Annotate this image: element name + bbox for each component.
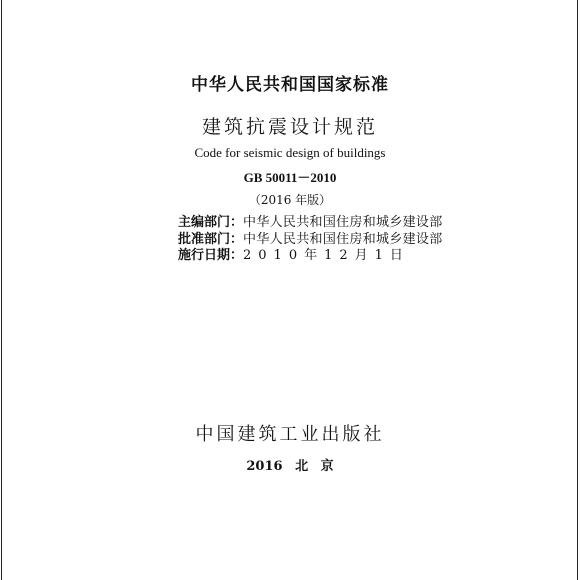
effective-date-row <box>178 248 443 265</box>
chief-editor-label: 主编部门： <box>178 215 244 230</box>
effective-date-label: 施行日期： <box>178 248 244 263</box>
chief-editor-row <box>178 215 443 232</box>
effective-date-value: 2010年12月1日 <box>243 248 410 263</box>
document-title-english: Code for seismic design of buildings <box>194 145 386 160</box>
edition-note: （2016 年版） <box>248 193 332 207</box>
publication-year-place: 2016 北 京 <box>246 459 334 474</box>
approval-row <box>178 232 443 249</box>
publisher-name: 中国建筑工业出版社 <box>195 424 385 445</box>
chief-editor-value: 中华人民共和国住房和城乡建设部 <box>243 215 443 230</box>
approval-label: 批准部门： <box>178 231 244 247</box>
metadata-block <box>178 215 443 265</box>
standard-name: 中华人民共和国国家标准 <box>191 75 389 95</box>
approval-value: 中华人民共和国住房和城乡建设部 <box>243 231 443 247</box>
document-title: 建筑抗震设计规范 <box>201 116 378 138</box>
standard-code: GB 50011－2010 <box>243 170 337 185</box>
